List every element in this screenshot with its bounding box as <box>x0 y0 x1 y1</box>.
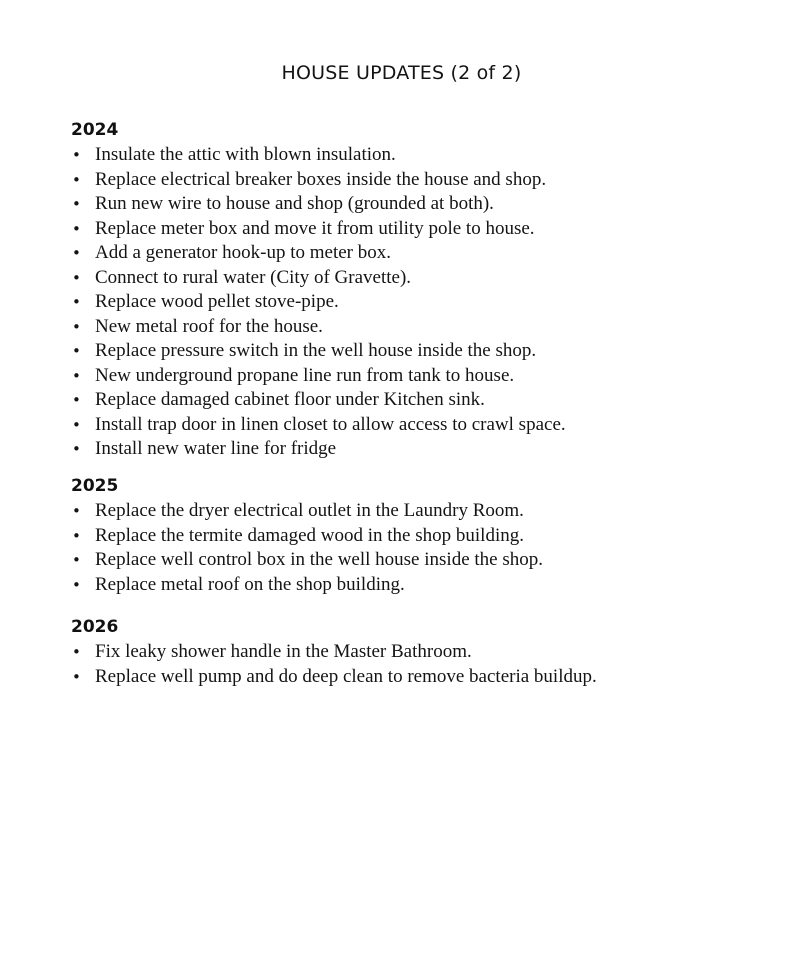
list-item <box>71 413 771 438</box>
list-item <box>71 548 771 573</box>
section-2025 <box>71 473 771 597</box>
list-item-text: Replace pressure switch in the well house inside the shop. <box>95 340 537 361</box>
bullet-icon: • <box>72 415 81 434</box>
section-2026 <box>71 614 771 689</box>
list-item <box>71 524 771 549</box>
list-item <box>71 388 771 413</box>
list-item-text: New underground propane line run from tank to house. <box>95 364 515 386</box>
section-2024 <box>71 117 771 462</box>
section-year-heading: 2025 <box>71 476 119 496</box>
update-list <box>71 499 771 597</box>
list-item-text: Connect to rural water (City of Gravette). <box>95 266 412 288</box>
list-item <box>71 315 771 340</box>
list-item <box>71 573 771 598</box>
bullet-icon: • <box>72 502 81 520</box>
list-item-text: Fix leaky shower handle in the Master Bathroom. <box>95 641 472 662</box>
list-item <box>71 499 771 524</box>
bullet-icon: • <box>72 575 81 594</box>
list-item-text: Replace damaged cabinet floor under Kitchen sink. <box>95 389 485 410</box>
bullet-icon: • <box>72 268 81 287</box>
section-year-heading: 2024 <box>71 120 119 140</box>
list-item <box>71 192 771 217</box>
list-item <box>71 437 771 462</box>
bullet-icon: • <box>72 317 81 336</box>
update-list <box>71 640 771 689</box>
list-item-text: Insulate the attic with blown insulation. <box>95 144 396 165</box>
list-item-text: Install new water line for fridge <box>95 438 337 459</box>
list-item-text: New metal roof for the house. <box>95 315 323 337</box>
list-item-text: Replace the dryer electrical outlet in the Laundry Room. <box>95 500 524 521</box>
bullet-icon: • <box>72 244 81 262</box>
bullet-icon: • <box>72 643 81 661</box>
bullet-icon: • <box>72 391 81 409</box>
bullet-icon: • <box>72 551 81 569</box>
list-item-text: Replace well control box in the well house inside the shop. <box>95 549 543 570</box>
section-year-heading: 2026 <box>71 617 119 637</box>
list-item-text: Replace metal roof on the shop building. <box>95 573 405 595</box>
bullet-icon: • <box>72 195 81 213</box>
list-item <box>71 217 771 242</box>
bullet-icon: • <box>72 526 81 545</box>
list-item <box>71 364 771 389</box>
list-item-text: Run new wire to house and shop (grounded at both). <box>95 193 494 214</box>
list-item-text: Replace well pump and do deep clean to remove bacteria buildup. <box>95 665 597 687</box>
bullet-icon: • <box>72 146 81 164</box>
list-item <box>71 665 771 690</box>
list-item <box>71 143 771 168</box>
list-item <box>71 290 771 315</box>
bullet-icon: • <box>72 667 81 686</box>
list-item <box>71 241 771 266</box>
list-item-text: Replace meter box and move it from utility pole to house. <box>95 217 535 239</box>
bullet-icon: • <box>72 366 81 385</box>
list-item-text: Add a generator hook-up to meter box. <box>95 242 391 263</box>
list-item <box>71 339 771 364</box>
bullet-icon: • <box>72 219 81 238</box>
update-list <box>71 143 771 462</box>
list-item <box>71 168 771 193</box>
bullet-icon: • <box>72 342 81 360</box>
bullet-icon: • <box>72 440 81 458</box>
list-item-text: Install trap door in linen closet to allow access to crawl space. <box>95 413 566 435</box>
list-item-text: Replace wood pellet stove-pipe. <box>95 291 339 312</box>
bullet-icon: • <box>72 170 81 189</box>
list-item-text: Replace electrical breaker boxes inside the house and shop. <box>95 168 547 190</box>
list-item-text: Replace the termite damaged wood in the shop building. <box>95 524 524 546</box>
page-title: HOUSE UPDATES (2 of 2) <box>281 62 522 84</box>
list-item <box>71 640 771 665</box>
list-item <box>71 266 771 291</box>
bullet-icon: • <box>72 293 81 311</box>
